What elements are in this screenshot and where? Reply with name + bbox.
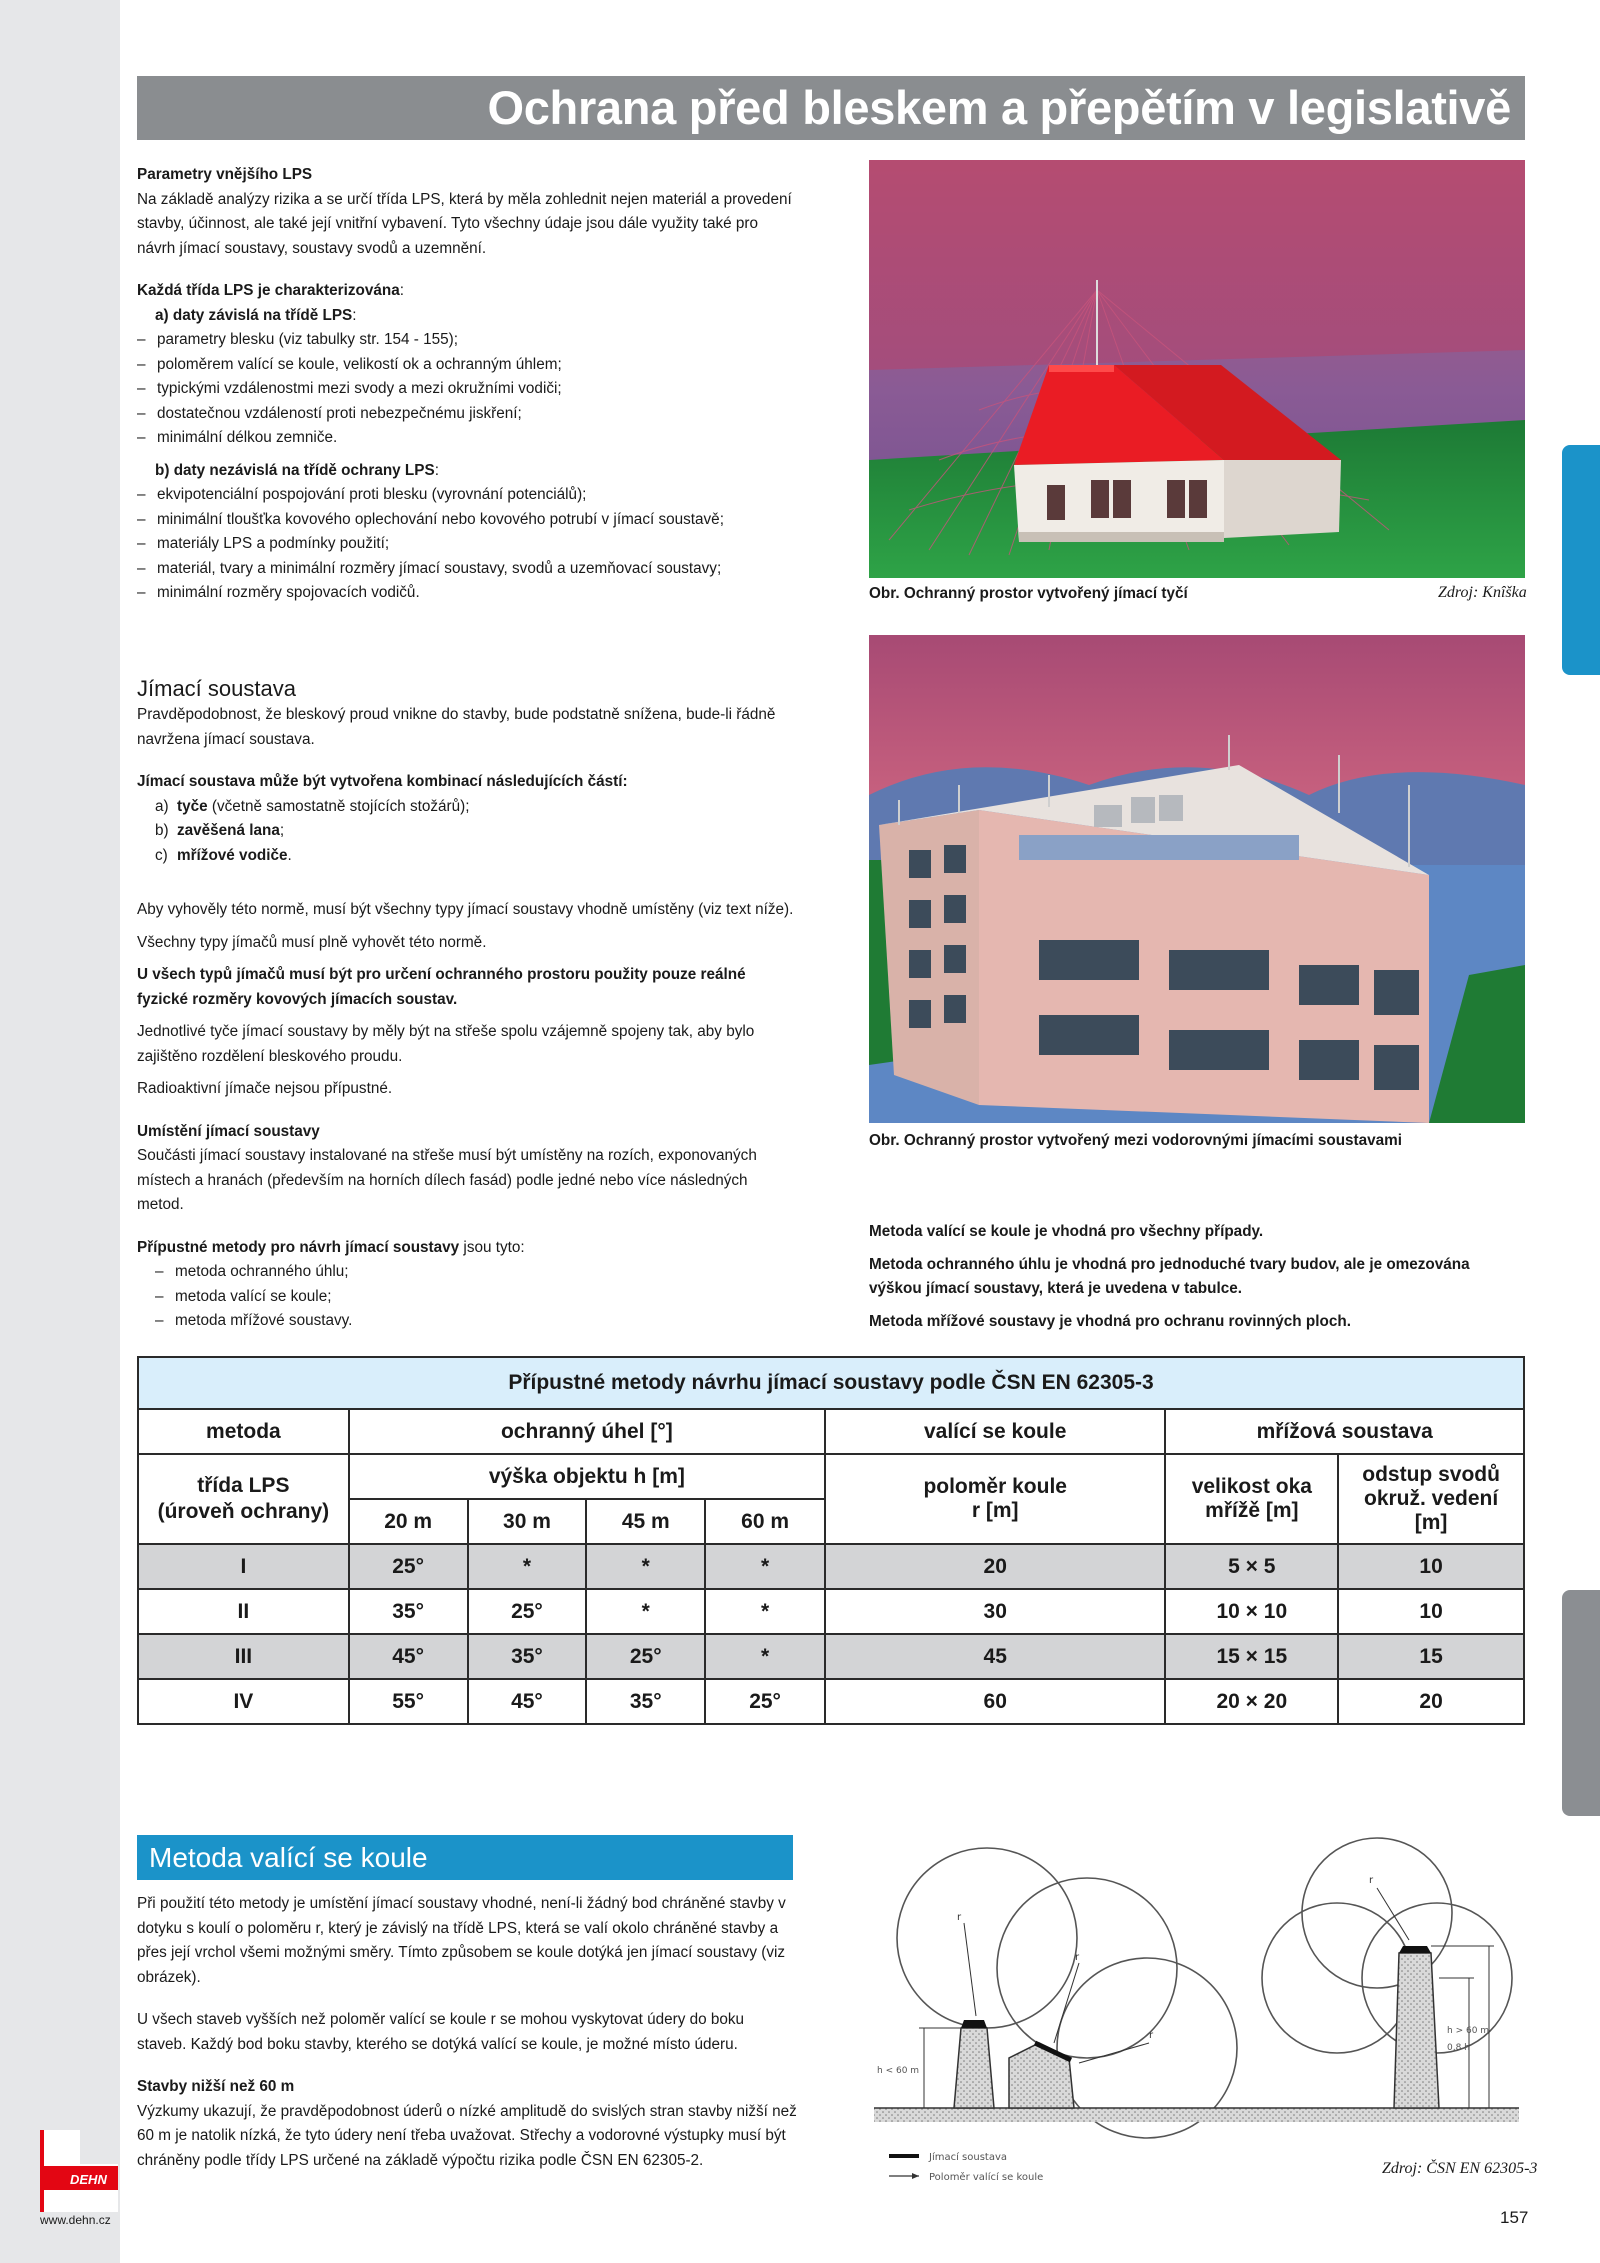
table-cell: 25° [468, 1589, 587, 1634]
col-header-uhel: ochranný úhel [°] [349, 1409, 825, 1454]
page-title: Ochrana před bleskem a přepětím v legislativě [487, 81, 1511, 134]
list-item: – metoda ochranného úhlu; [155, 1260, 797, 1285]
height-label: h < 60 m [877, 2066, 920, 2076]
rolling-sphere-diagram [869, 1828, 1525, 2198]
list-item: – metoda mřížové soustavy. [155, 1309, 797, 1334]
table-cell: I [138, 1544, 349, 1589]
jimaci-p1: Aby vyhověly této normě, musí být všechny typy jímací soustavy vhodně umístěny (viz text níže). [137, 901, 794, 918]
col-header-oko: velikost oka mřížě [m] [1165, 1454, 1338, 1544]
table-cell: 15 [1338, 1634, 1524, 1679]
list-item: – ekvipotenciální pospojování proti blesku (vyrovnání potenciálů); [137, 483, 797, 508]
building-protection-figure [869, 635, 1525, 1123]
methods-list [137, 1260, 797, 1334]
radius-label: r [957, 1912, 962, 1923]
jimaci-p3: U všech typů jímačů musí být pro určení ochranného prostoru použity pouze reálné fyzické rozměry kovových jímacích soustav. [137, 966, 746, 1008]
jimaci-heading: Jímací soustava [137, 676, 296, 701]
chapter-tab-gray[interactable] [1562, 1590, 1600, 1816]
chapter-tab-blue[interactable] [1562, 445, 1600, 675]
sphere-p3: Výzkumy ukazují, že pravděpodobnost úderů o nízké amplitudě do svislých stran stavby nižší než 60 m je natolik nízká, že tyto údery není třeba uvažovat. Střechy a vodorovné výstupky musí být chráněny podle třídy LPS určené na základě výpočtu rizika podle ČSN EN 62305-2. [137, 2102, 797, 2169]
col-header-koule: valící se koule [825, 1409, 1165, 1454]
group-b-heading: b) daty nezávislá na třídě ochrany LPS: [155, 461, 439, 479]
table-cell: 45° [349, 1634, 468, 1679]
radius-label: r [1149, 2030, 1154, 2041]
table-cell: 5 × 5 [1165, 1544, 1338, 1589]
note-item: Metoda valící se koule je vhodná pro všechny případy. [869, 1223, 1264, 1240]
title-bar [137, 76, 1525, 140]
table-title: Přípustné metody návrhu jímací soustavy podle ČSN EN 62305-3 [138, 1357, 1524, 1409]
height-header: 45 m [586, 1499, 705, 1544]
table-cell: IV [138, 1679, 349, 1724]
table-cell: II [138, 1589, 349, 1634]
sphere-heading-bar [137, 1835, 793, 1880]
table-cell: 20 × 20 [1165, 1679, 1338, 1724]
table-cell: * [705, 1589, 825, 1634]
house-protection-figure [869, 160, 1525, 578]
list-item: – minimální rozměry spojovacích vodičů. [137, 581, 797, 606]
table-cell: 20 [1338, 1679, 1524, 1724]
group-a-list [137, 328, 797, 451]
jimaci-p5: Radioaktivní jímače nejsou přípustné. [137, 1080, 393, 1097]
radius-label: r [1075, 1952, 1080, 1963]
list-item: – parametry blesku (viz tabulky str. 154 - 155); [137, 328, 797, 353]
placement-text: Součásti jímací soustavy instalované na střeše musí být umístěny na rozích, exponovaných místech a hranách (především na horních dílech fasád) podle jedné nebo více následných metod. [137, 1147, 757, 1213]
table-cell: 25° [349, 1544, 468, 1589]
lps-heading: Parametry vnějšího LPS [137, 166, 313, 183]
table-row [138, 1589, 1524, 1634]
group-b-list [137, 483, 797, 606]
sphere-source: Zdroj: ČSN EN 62305-3 [1382, 2160, 1538, 2177]
list-item: – poloměrem valící se koule, velikostí ok a ochranným úhlem; [137, 353, 797, 378]
note-item: Metoda ochranného úhlu je vhodná pro jednoduché tvary budov, ale je omezována výškou jímací soustavy, která je uvedena v tabulce. [869, 1255, 1470, 1297]
table-cell: * [468, 1544, 587, 1589]
table-cell: * [705, 1544, 825, 1589]
height-header: 20 m [349, 1499, 468, 1544]
table-cell: 45 [825, 1634, 1165, 1679]
table-row [138, 1544, 1524, 1589]
height-header: 30 m [468, 1499, 587, 1544]
table-cell: 35° [586, 1679, 705, 1724]
list-item: a) tyče (včetně samostatně stojících stožárů); [155, 797, 470, 815]
list-item: – dostatečnou vzdáleností proti nebezpečnému jiskření; [137, 402, 797, 427]
table-cell: 55° [349, 1679, 468, 1724]
note-item: Metoda mřížové soustavy je vhodná pro ochranu rovinných ploch. [869, 1312, 1351, 1330]
table-cell: 35° [349, 1589, 468, 1634]
table-row [138, 1679, 1524, 1724]
table-cell: 25° [586, 1634, 705, 1679]
left-margin-strip [0, 0, 120, 2263]
placement-heading: Umístění jímací soustavy [137, 1122, 320, 1140]
col-header-metoda: metoda [138, 1409, 349, 1454]
table-cell: 35° [468, 1634, 587, 1679]
jimaci-p2: Všechny typy jímačů musí plně vyhovět této normě. [137, 933, 487, 951]
house-source: Zdroj: Knîška [1438, 584, 1527, 601]
methods-lead: Přípustné metody pro návrh jímací soustavy jsou tyto: [137, 1238, 525, 1256]
table-cell: * [586, 1544, 705, 1589]
height-label: h > 60 m [1447, 2026, 1490, 2036]
table-cell: 10 [1338, 1544, 1524, 1589]
col-header-mriz: mřížová soustava [1165, 1409, 1524, 1454]
list-item: b) zavěšená lana; [155, 822, 285, 839]
table-cell: 10 × 10 [1165, 1589, 1338, 1634]
height-label: 0,8 h [1447, 2043, 1470, 2053]
list-item: – metoda valící se koule; [155, 1285, 797, 1310]
table-cell: 15 × 15 [1165, 1634, 1338, 1679]
jimaci-p4: Jednotlivé tyče jímací soustavy by měly být na střeše spolu vzájemně spojeny tak, aby bylo zajištěno rozdělení bleskového proudu. [137, 1023, 755, 1065]
jimaci-section [137, 675, 797, 1334]
table-cell: * [586, 1589, 705, 1634]
lps-params-section [137, 163, 797, 606]
table-cell: 45° [468, 1679, 587, 1724]
methods-table [137, 1356, 1525, 1725]
group-a-heading: a) daty závislá na třídě LPS: [155, 306, 357, 324]
char-lead: Každá třída LPS je charakterizována: [137, 282, 404, 299]
list-item: – materiály LPS a podmínky použití; [137, 532, 797, 557]
table-cell: 20 [825, 1544, 1165, 1589]
list-item: – typickými vzdálenostmi mezi svody a mezi okružními vodiči; [137, 377, 797, 402]
sphere-p1: Při použití této metody je umístění jímací soustavy vhodné, není-li žádný bod chráněné stavby v dotyku s koulí o poloměru r, který je závislý na třídě LPS, která se valí okolo chráněné stavby a přes její vrchol všemi možnými směry. Tímto způsobem se koule dotýká jen jímací soustavy (viz obrázek). [137, 1895, 786, 1986]
table-cell: 60 [825, 1679, 1165, 1724]
height-header: 60 m [705, 1499, 825, 1544]
col-header-trida: třída LPS (úroveň ochrany) [138, 1454, 349, 1544]
sphere-heading: Metoda valící se koule [149, 1842, 428, 1873]
footer-url[interactable]: www.dehn.cz [40, 2213, 111, 2227]
table-cell: 30 [825, 1589, 1165, 1634]
col-header-vyska: výška objektu h [m] [349, 1454, 825, 1499]
list-item: – materiál, tvary a minimální rozměry jímací soustavy, svodů a uzemňovací soustavy; [137, 557, 797, 582]
building-caption: Obr. Ochranný prostor vytvořený mezi vodorovnými jímacími soustavami [869, 1132, 1403, 1149]
jimaci-intro: Pravděpodobnost, že bleskový proud vnikne do stavby, bude podstatně snížena, bude-li řádně navržena jímací soustava. [137, 706, 776, 748]
list-item: – minimální tloušťka kovového oplechování nebo kovového potrubí v jímací soustavě; [137, 508, 797, 533]
dehn-logo [40, 2130, 118, 2212]
parts-list [137, 795, 797, 869]
table-cell: III [138, 1634, 349, 1679]
parts-heading: Jímací soustava může být vytvořena kombinací následujících částí: [137, 773, 628, 790]
legend-label: Jímací soustava [929, 2152, 1008, 2163]
house-caption: Obr. Ochranný prostor vytvořený jímací tyčí [869, 585, 1188, 602]
table-cell: 25° [705, 1679, 825, 1724]
table-cell: * [705, 1634, 825, 1679]
list-item: c) mřížové vodiče. [155, 846, 292, 864]
sphere-p2: U všech staveb vyšších než poloměr valící se koule r se mohou vyskytovat údery do boku staveb. Každý bod boku stavby, kterého se dotýká valící se koule, je možné místo úderu. [137, 2011, 745, 2053]
table-row [138, 1634, 1524, 1679]
sphere-section [137, 1892, 797, 2173]
lps-intro: Na základě analýzy rizika a se určí třída LPS, která by měla zohlednit nejen materiál a provedení stavby, účinnost, ale také její vnitřní vybavení. Tyto všechny údaje jsou dále využity také pro návrh jímací soustavy, soustavy svodů a uzemnění. [137, 190, 792, 257]
legend-label: Poloměr valící se koule [929, 2172, 1044, 2183]
method-notes [869, 1220, 1525, 1334]
logo-text: DEHN [70, 2172, 107, 2187]
sphere-sub-heading: Stavby nižší než 60 m [137, 2078, 295, 2095]
table-cell: 10 [1338, 1589, 1524, 1634]
page-number: 157 [1500, 2208, 1529, 2227]
radius-label: r [1369, 1875, 1374, 1886]
list-item: – minimální délkou zemniče. [137, 426, 797, 451]
col-header-odstup: odstup svodů okruž. vedení [m] [1338, 1454, 1524, 1544]
col-header-polomer: poloměr koule r [m] [825, 1454, 1165, 1544]
